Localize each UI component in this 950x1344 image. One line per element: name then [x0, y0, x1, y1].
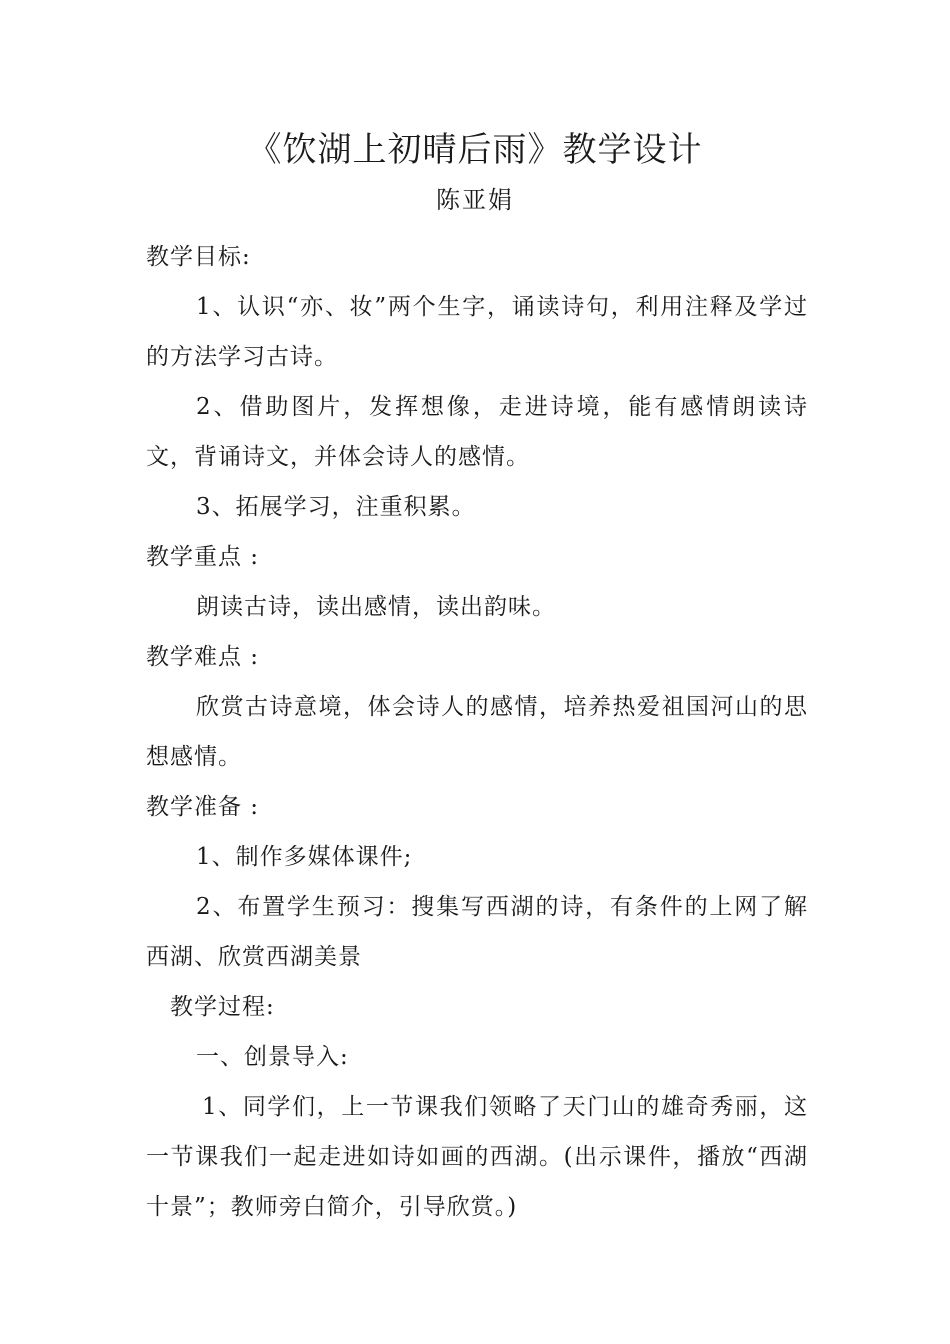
document-title: 《饮湖上初晴后雨》教学设计: [247, 130, 703, 170]
objective-2: 2、借助图片，发挥想像，走进诗境，能有感情朗读诗文，背诵诗文，并体会诗人的感情。: [146, 394, 808, 470]
document-author: 陈亚娟: [436, 186, 514, 214]
preparation-2: 2、布置学生预习：搜集写西湖的诗，有条件的上网了解西湖、欣赏西湖美景: [146, 894, 808, 970]
key-points-heading: 教学重点 :: [146, 544, 260, 570]
process-step-1-heading: 一、创景导入:: [196, 1044, 349, 1070]
process-step-1-text: 1、同学们，上一节课我们领略了天门山的雄奇秀丽，这一节课我们一起走进如诗如画的西湖。(出示课件，播放“西湖十景”；教师旁白简介，引导欣赏。): [146, 1094, 808, 1220]
preparation-heading: 教学准备 :: [146, 794, 260, 820]
preparation-1: 1、制作多媒体课件;: [196, 844, 413, 870]
objectives-heading: 教学目标:: [146, 244, 251, 270]
difficulties-heading: 教学难点 :: [146, 644, 260, 670]
key-points-text: 朗读古诗，读出感情，读出韵味。: [196, 594, 556, 620]
objective-3: 3、拓展学习，注重积累。: [196, 494, 476, 520]
document-body: [146, 232, 808, 1232]
objective-1: 1、认识“亦、妆”两个生字，诵读诗句，利用注释及学过的方法学习古诗。: [146, 294, 808, 370]
process-heading: 教学过程:: [170, 994, 275, 1020]
difficulties-text: 欣赏古诗意境，体会诗人的感情，培养热爱祖国河山的思想感情。: [146, 694, 808, 770]
